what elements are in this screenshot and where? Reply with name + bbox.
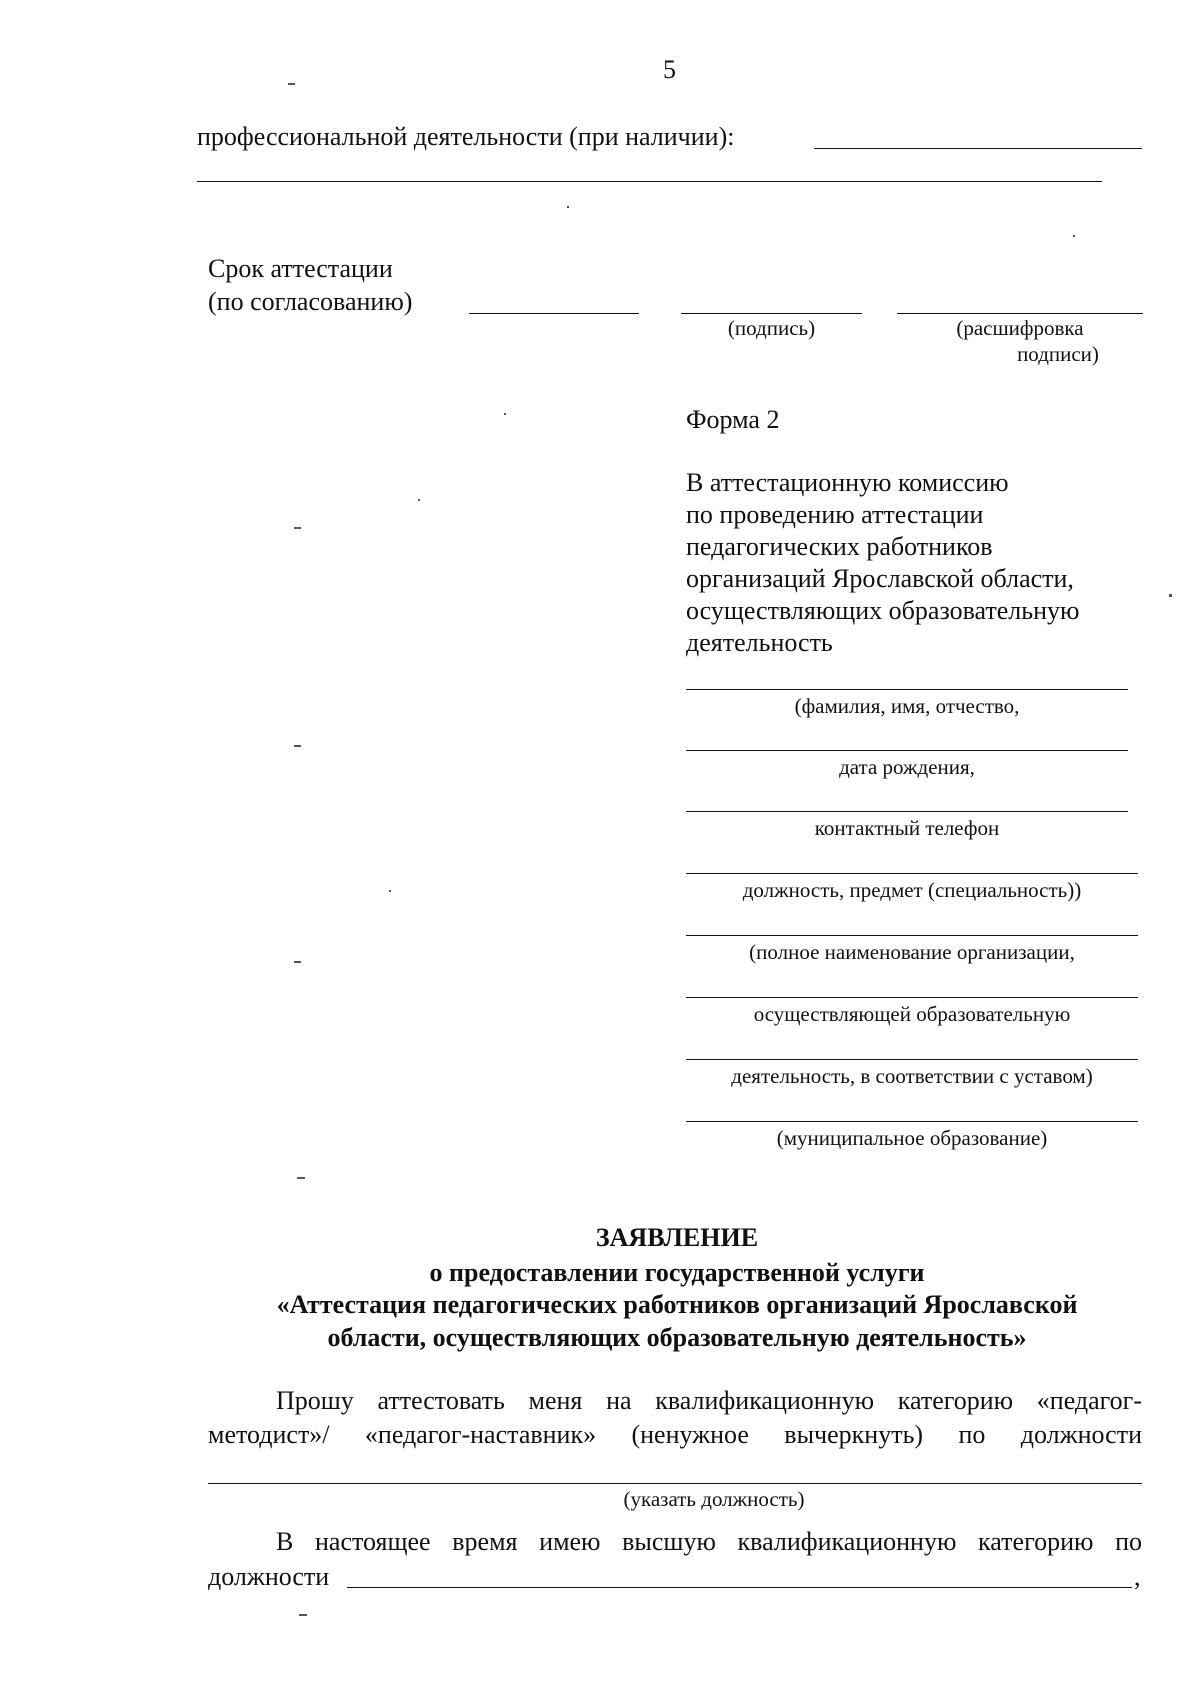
- page-number: 5: [663, 55, 676, 84]
- field-caption-name: (фамилия, имя, отчество,: [794, 694, 1020, 718]
- form-title: Форма 2: [686, 405, 780, 434]
- addressee-line: по проведению аттестации: [686, 500, 984, 529]
- continuation-blank-2: [197, 181, 1102, 182]
- field-caption-position: должность, предмет (специальность)): [742, 878, 1082, 902]
- current-category-position-line: [347, 1587, 1132, 1588]
- scan-speck: [288, 83, 295, 85]
- field-line-organization: [686, 935, 1138, 936]
- scan-speck: [418, 499, 420, 501]
- continuation-blank-1: [814, 148, 1142, 149]
- scan-speck: [1169, 594, 1172, 597]
- attestation-term-label: Срок аттестации: [208, 254, 393, 283]
- signature-decoding-caption-2: подписи): [1017, 342, 1099, 366]
- scan-speck: [297, 1177, 305, 1179]
- addressee-line: педагогических работников: [686, 532, 993, 561]
- scan-speck: [1073, 235, 1075, 237]
- field-line-organization-2: [686, 997, 1138, 998]
- addressee-line: В аттестационную комиссию: [686, 468, 1009, 497]
- scan-speck: [389, 890, 391, 892]
- continuation-text: профессиональной деятельности (при наличии):: [197, 122, 735, 151]
- position-line: [208, 1483, 1142, 1484]
- attestation-term-note: (по согласованию): [208, 287, 413, 316]
- field-line-position: [686, 873, 1138, 874]
- request-line-2: методист»/ «педагог-наставник» (ненужное вычеркнуть) по должности: [208, 1420, 1142, 1449]
- scan-speck: [294, 527, 301, 529]
- scan-speck: [294, 961, 301, 963]
- field-caption-organization: (полное наименование организации,: [749, 940, 1075, 964]
- field-caption-birthdate: дата рождения,: [839, 755, 975, 779]
- signature-decoding-caption-1: (расшифровка: [956, 316, 1084, 340]
- statement-title: ЗАЯВЛЕНИЕ: [595, 1223, 759, 1252]
- addressee-line: организаций Ярославской области,: [686, 564, 1074, 593]
- addressee-line: деятельность: [686, 628, 833, 657]
- field-line-birthdate: [686, 750, 1128, 751]
- signature-line: [681, 313, 862, 314]
- scan-speck: [504, 413, 506, 415]
- scan-speck: [299, 1614, 307, 1616]
- statement-subtitle-2: «Аттестация педагогических работников организаций Ярославской: [276, 1290, 1078, 1319]
- scan-speck: [567, 206, 569, 208]
- current-category-line-1: В настоящее время имею высшую квалификационную категорию по: [276, 1527, 1142, 1556]
- field-caption-municipality: (муниципальное образование): [776, 1126, 1048, 1150]
- field-caption-phone: контактный телефон: [814, 816, 1000, 840]
- field-line-municipality: [686, 1121, 1138, 1122]
- signature-caption: (подпись): [727, 316, 816, 340]
- current-category-prefix: должности: [208, 1562, 330, 1591]
- addressee-line: осуществляющих образовательную: [686, 596, 1080, 625]
- scan-speck: [294, 745, 301, 747]
- field-line-phone: [686, 811, 1128, 812]
- field-line-organization-3: [686, 1059, 1138, 1060]
- term-date-line: [469, 313, 639, 314]
- addressee-block: [686, 467, 1079, 659]
- request-line-1: Прошу аттестовать меня на квалификационную категорию «педагог-: [276, 1386, 1142, 1415]
- statement-subtitle-3: области, осуществляющих образовательную деятельность»: [327, 1323, 1027, 1352]
- current-category-suffix: ,: [1134, 1562, 1141, 1591]
- statement-subtitle-1: о предоставлении государственной услуги: [429, 1258, 925, 1287]
- field-line-name: [686, 689, 1128, 690]
- signature-decoding-line: [897, 313, 1143, 314]
- field-caption-organization-3: деятельность, в соответствии с уставом): [731, 1064, 1093, 1088]
- field-caption-organization-2: осуществляющей образовательную: [753, 1002, 1071, 1026]
- position-caption: (указать должность): [623, 1487, 805, 1511]
